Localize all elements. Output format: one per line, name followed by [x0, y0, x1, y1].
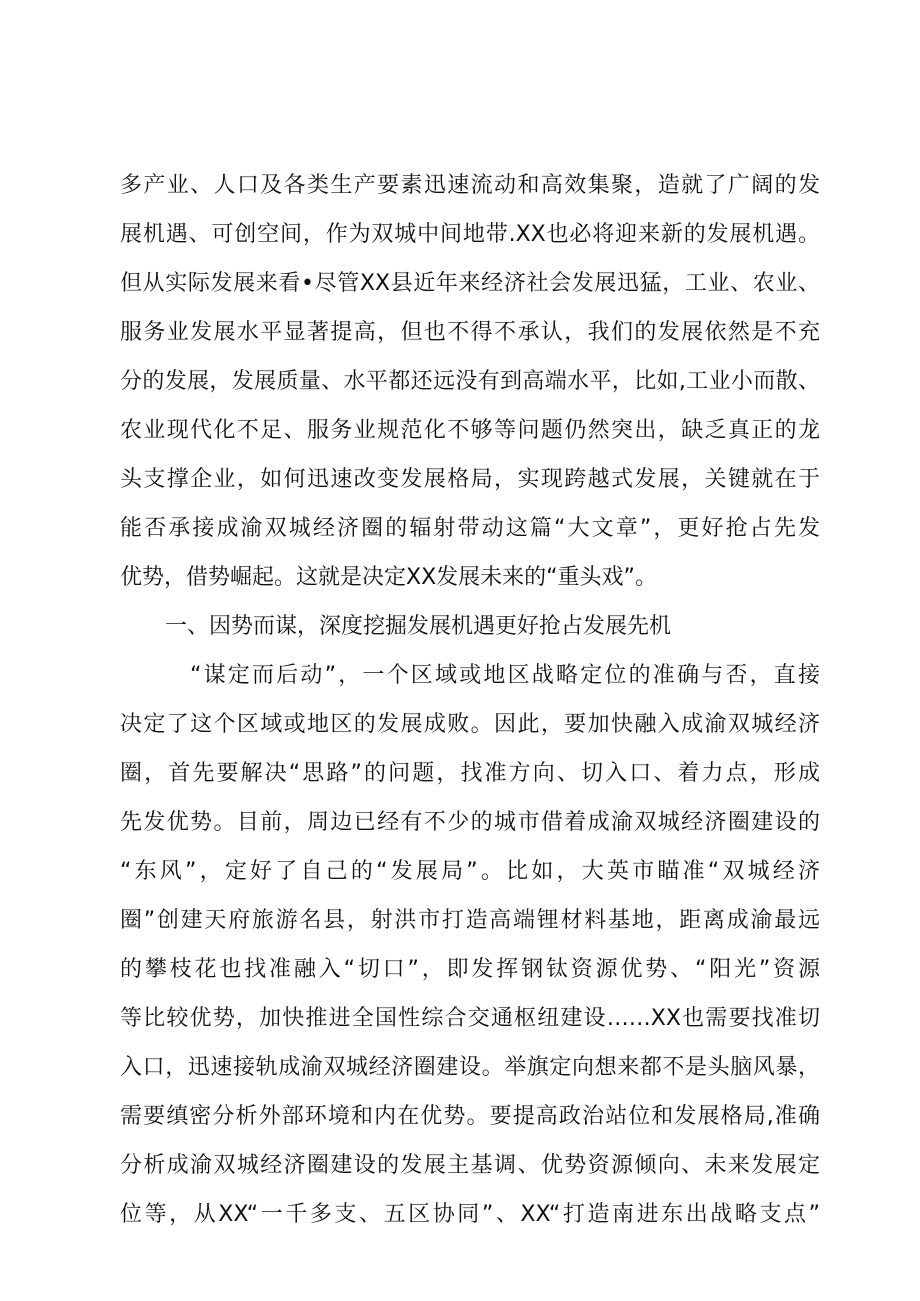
- paragraph-line: 先发优势。目前，周边已经有不少的城市借着成渝双城经济圈建设的: [120, 810, 820, 835]
- paragraph-line: 展机遇、可创空间，作为双城中间地带.XX也必将迎来新的发展机遇。: [120, 222, 820, 247]
- paragraph-line: 需要缜密分析外部环境和内在优势。要提高政治站位和发展格局,准确: [120, 1104, 820, 1129]
- paragraph-line: 位等，从XX“一千多支、五区协同”、XX“打造南进东出战略支点”: [120, 1202, 820, 1227]
- paragraph-line: 分析成渝双城经济圈建设的发展主基调、优势资源倾向、未来发展定: [120, 1153, 820, 1178]
- paragraph-line: 农业现代化不足、服务业规范化不够等问题仍然突出，缺乏真正的龙: [120, 418, 820, 443]
- paragraph-line: 多产业、人口及各类生产要素迅速流动和高效集聚，造就了广阔的发: [120, 173, 820, 198]
- paragraph-line: 头支撑企业，如何迅速改变发展格局，实现跨越式发展，关键就在于: [120, 467, 820, 492]
- paragraph-line: 服务业发展水平显著提高，但也不得不承认，我们的发展依然是不充: [120, 320, 820, 345]
- paragraph-line: “谋定而后动”，一个区域或地区战略定位的准确与否，直接: [190, 663, 820, 688]
- section-heading: 一、因势而谋，深度挖掘发展机遇更好抢占发展先机: [165, 614, 672, 639]
- paragraph-line: 入口，迅速接轨成渝双城经济圈建设。举旗定向想来都不是头脑风暴，: [120, 1055, 820, 1080]
- paragraph-line: 圈”创建天府旅游名县，射洪市打造高端锂材料基地，距离成渝最远: [120, 908, 820, 933]
- paragraph-line: 但从实际发展来看•尽管XX县近年来经济社会发展迅猛，工业、农业、: [120, 271, 820, 296]
- paragraph-line: 等比较优势，加快推进全国性综合交通枢纽建设……XX也需要找准切: [120, 1006, 820, 1031]
- paragraph-line: “东风”，定好了自己的“发展局”。比如，大英市瞄准“双城经济: [120, 859, 820, 884]
- paragraph-line: 优势，借势崛起。这就是决定XX发展未来的“重头戏”。: [120, 565, 657, 590]
- paragraph-line: 分的发展，发展质量、水平都还远没有到高端水平，比如,工业小而散、: [120, 369, 820, 394]
- paragraph-line: 能否承接成渝双城经济圈的辐射带动这篇“大文章”，更好抢占先发: [120, 516, 820, 541]
- paragraph-line: 决定了这个区域或地区的发展成败。因此，要加快融入成渝双城经济: [120, 712, 820, 737]
- paragraph-line: 圈，首先要解决“思路”的问题，找准方向、切入口、着力点，形成: [120, 761, 820, 786]
- paragraph-line: 的攀枝花也找准融入“切口”，即发挥钢钛资源优势、“阳光”资源: [120, 957, 820, 982]
